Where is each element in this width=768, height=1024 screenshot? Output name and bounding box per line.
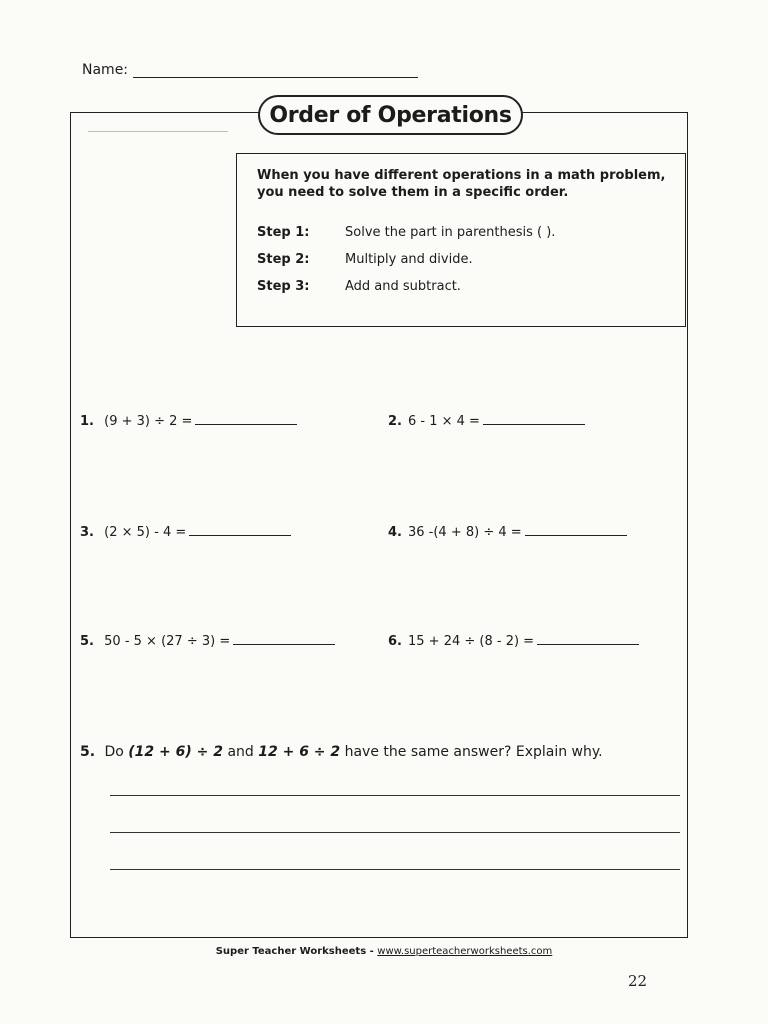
- step-text: Add and subtract.: [345, 279, 461, 294]
- problem-number: 6.: [388, 634, 402, 649]
- answer-blank[interactable]: [537, 632, 639, 645]
- answer-line-3[interactable]: [110, 869, 680, 870]
- step-text: Solve the part in parenthesis ( ).: [345, 225, 556, 240]
- footer: [0, 946, 768, 957]
- problem-2: [388, 412, 585, 429]
- step-label: Step 2:: [257, 252, 310, 267]
- instructions-box: [236, 153, 686, 327]
- question-number: 5.: [80, 744, 96, 760]
- answer-line-1[interactable]: [110, 795, 680, 796]
- problem-5: [80, 632, 335, 649]
- answer-blank[interactable]: [195, 412, 297, 425]
- footer-separator: -: [366, 946, 378, 957]
- problem-expression: 50 - 5 × (27 ÷ 3) =: [104, 634, 231, 649]
- page-number: 22: [628, 972, 648, 990]
- problem-6: [388, 632, 639, 649]
- problem-3: [80, 523, 291, 540]
- problem-expression: 36 -(4 + 8) ÷ 4 =: [408, 525, 522, 540]
- problem-number: 5.: [80, 634, 94, 649]
- answer-blank[interactable]: [233, 632, 335, 645]
- problem-1: [80, 412, 297, 429]
- question-post: have the same answer? Explain why.: [344, 744, 603, 760]
- footer-url-link[interactable]: www.superteacherworksheets.com: [377, 946, 553, 957]
- worksheet-title: Order of Operations: [258, 95, 523, 135]
- step-label: Step 3:: [257, 279, 310, 294]
- explain-question: [80, 744, 603, 760]
- question-pre: Do: [104, 744, 124, 760]
- question-expr-1: (12 + 6) ÷ 2: [128, 744, 223, 760]
- step-text: Multiply and divide.: [345, 252, 473, 267]
- problem-expression: (9 + 3) ÷ 2 =: [104, 414, 193, 429]
- step-3: [257, 279, 461, 294]
- name-field[interactable]: [133, 77, 418, 78]
- problem-expression: 15 + 24 ÷ (8 - 2) =: [408, 634, 535, 649]
- faint-mark: [88, 131, 228, 132]
- answer-blank[interactable]: [483, 412, 585, 425]
- problem-4: [388, 523, 627, 540]
- answer-line-2[interactable]: [110, 832, 680, 833]
- problem-number: 1.: [80, 414, 94, 429]
- step-1: [257, 225, 555, 240]
- step-2: [257, 252, 473, 267]
- answer-blank[interactable]: [525, 523, 627, 536]
- problem-number: 3.: [80, 525, 94, 540]
- problem-number: 2.: [388, 414, 402, 429]
- question-mid: and: [227, 744, 254, 760]
- problem-expression: (2 × 5) - 4 =: [104, 525, 187, 540]
- problem-number: 4.: [388, 525, 402, 540]
- problem-expression: 6 - 1 × 4 =: [408, 414, 480, 429]
- answer-blank[interactable]: [189, 523, 291, 536]
- footer-brand: Super Teacher Worksheets: [215, 946, 367, 957]
- name-label: Name:: [82, 62, 129, 78]
- question-expr-2: 12 + 6 ÷ 2: [258, 744, 341, 760]
- step-label: Step 1:: [257, 225, 310, 240]
- instructions-intro: When you have different operations in a math problem, you need to solve them in a specific order.: [257, 168, 666, 200]
